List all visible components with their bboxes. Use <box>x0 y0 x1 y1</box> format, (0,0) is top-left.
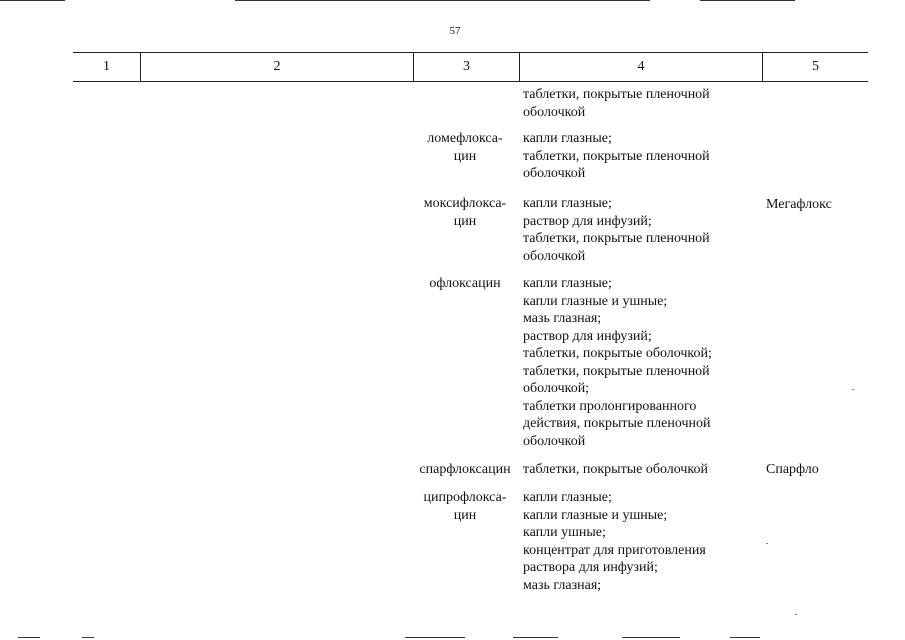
header-col-4: 4 <box>637 59 645 74</box>
dosage-form-line: раствор для инфузий; <box>523 328 652 344</box>
trade-name-cell: Спарфло <box>766 462 819 477</box>
dosage-form-line: таблетки, покрытые оболочкой <box>523 462 709 477</box>
dosage-form-line: мазь глазная; <box>523 577 602 593</box>
dosage-form-line: оболочкой <box>523 104 586 120</box>
trade-name-cell: Мегафлокс <box>766 197 832 212</box>
top-edge-rule-right <box>700 0 795 1</box>
table-header-row <box>73 52 868 82</box>
dosage-forms-cell <box>523 130 763 183</box>
inn-cell <box>413 195 517 230</box>
inn-line: спарфлоксацин <box>419 462 511 477</box>
scan-speck <box>795 614 797 615</box>
inn-line: цин <box>453 213 477 229</box>
dosage-form-line: капли глазные; <box>523 196 612 211</box>
header-col-3: 3 <box>463 59 470 74</box>
dosage-form-line: капли глазные и ушные; <box>523 293 668 309</box>
dosage-form-line: действия, покрытые пленочной <box>523 416 711 431</box>
bottom-edge-rule <box>513 637 558 638</box>
dosage-form-line: оболочкой <box>523 166 586 181</box>
dosage-form-line: таблетки пролонгированного <box>523 398 697 414</box>
inn-line: офлоксацин <box>429 276 501 291</box>
header-col-1: 1 <box>103 59 110 74</box>
dosage-form-line: капли ушные; <box>523 525 606 540</box>
bottom-edge-rule <box>730 637 760 638</box>
dosage-form-line: капли глазные и ушные; <box>523 507 668 523</box>
dosage-form-line: раствор для инфузий; <box>523 213 652 229</box>
top-edge-rule-center <box>235 0 650 1</box>
dosage-form-line: капли глазные; <box>523 490 612 505</box>
dosage-forms-cell <box>523 86 763 121</box>
dosage-form-line: мазь глазная; <box>523 311 602 326</box>
inn-line: ципрофлокса- <box>423 490 507 505</box>
dosage-form-line: концентрат для приготовления <box>523 542 706 558</box>
dosage-form-line: оболочкой <box>523 248 586 264</box>
dosage-form-line: таблетки, покрытые пленочной <box>523 87 710 102</box>
scan-speck <box>766 543 768 544</box>
dosage-forms-cell <box>523 489 763 594</box>
dosage-form-line: таблетки, покрытые пленочной <box>523 363 710 379</box>
header-col-2: 2 <box>273 59 281 74</box>
page-number: 57 <box>449 25 461 37</box>
inn-line: ломефлокса- <box>427 131 503 146</box>
dosage-form-line: раствора для инфузий; <box>523 560 658 575</box>
inn-line: цин <box>453 148 477 164</box>
scan-speck <box>852 389 854 390</box>
dosage-form-line: капли глазные; <box>523 131 612 146</box>
inn-line: моксифлокса- <box>423 196 507 211</box>
dosage-forms-cell <box>523 461 763 479</box>
bottom-edge-rule <box>82 637 94 638</box>
dosage-forms-cell <box>523 195 763 265</box>
inn-cell <box>413 489 517 524</box>
inn-cell <box>413 461 517 479</box>
dosage-form-line: капли глазные; <box>523 276 612 291</box>
header-col-5: 5 <box>812 59 819 74</box>
dosage-form-line: оболочкой <box>523 433 586 449</box>
dosage-form-line: оболочкой; <box>523 381 590 396</box>
bottom-edge-rule <box>405 637 465 638</box>
inn-cell <box>413 275 517 293</box>
inn-cell <box>413 130 517 165</box>
bottom-edge-rule <box>18 637 40 638</box>
bottom-edge-rule <box>622 637 680 638</box>
dosage-form-line: таблетки, покрытые пленочной <box>523 148 710 164</box>
top-edge-rule-left <box>0 0 65 1</box>
dosage-form-line: таблетки, покрытые пленочной <box>523 231 710 246</box>
dosage-form-line: таблетки, покрытые оболочкой; <box>523 346 712 361</box>
dosage-forms-cell <box>523 275 763 450</box>
inn-line: цин <box>453 507 477 523</box>
